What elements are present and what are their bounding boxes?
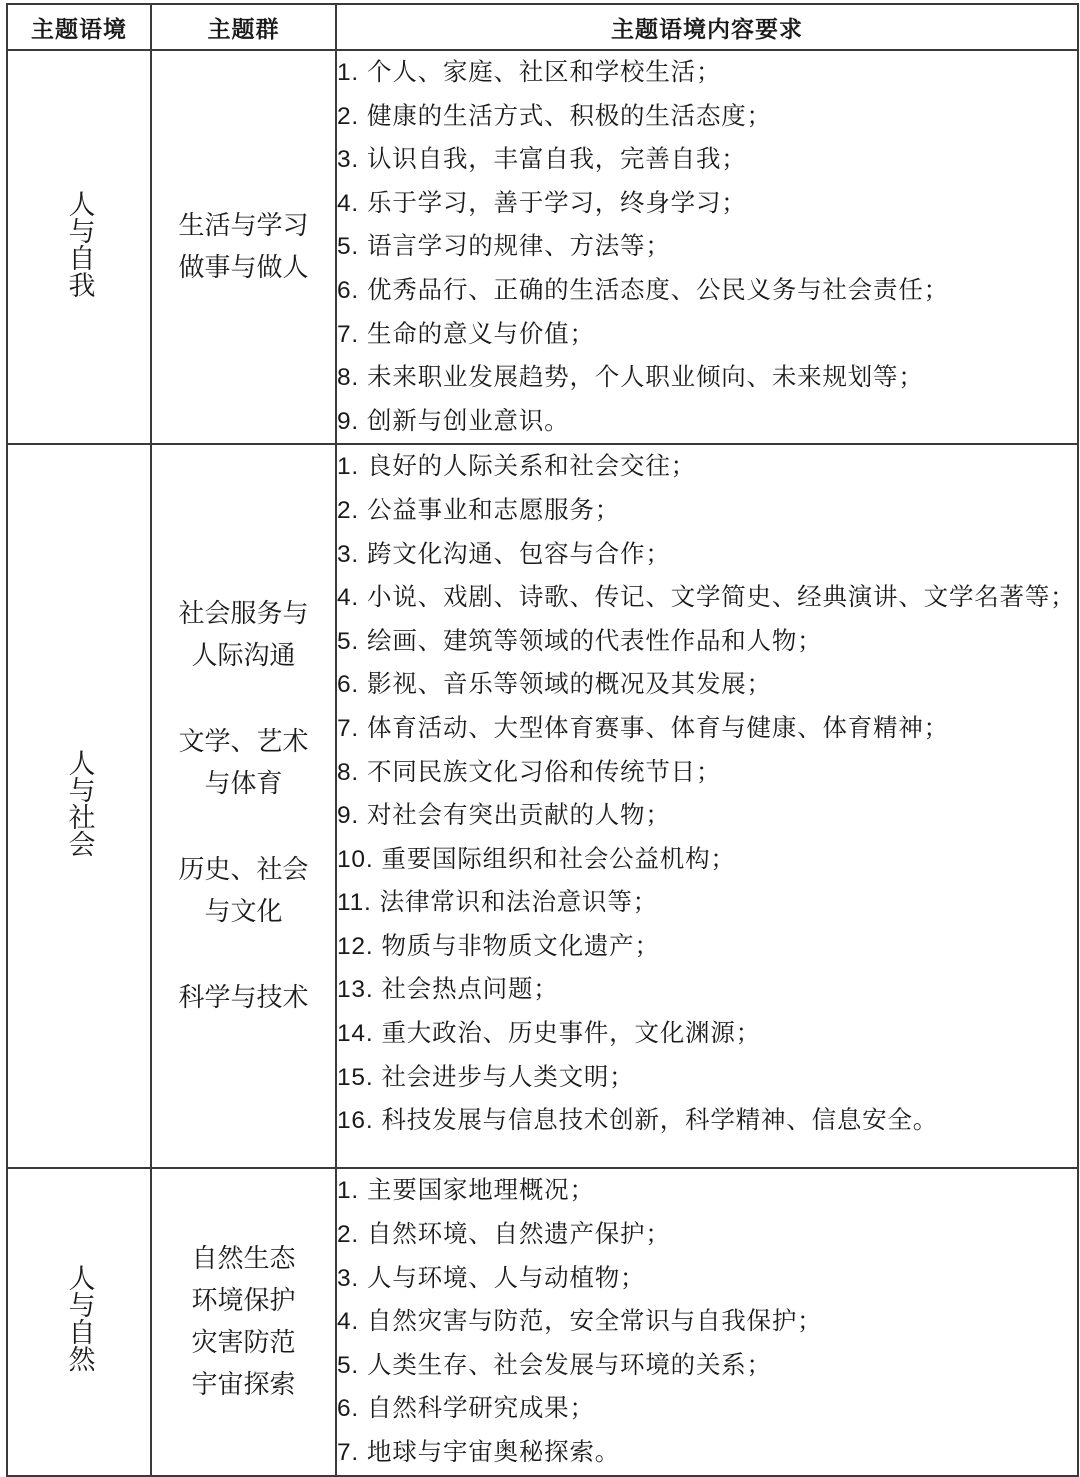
item-text: 绘画、建筑等领域的代表性作品和人物；: [367, 625, 823, 655]
group-label: 环境保护: [191, 1285, 296, 1316]
list-item: [337, 1213, 1077, 1257]
item-number: 5.: [337, 233, 360, 261]
item-number: 15.: [337, 1063, 374, 1091]
list-item: [337, 138, 1077, 182]
item-number: 2.: [337, 1220, 360, 1248]
item-number: 5.: [337, 1351, 360, 1379]
group-label: 文学、艺术: [178, 727, 309, 758]
item-text: 个人、家庭、社区和学校生活；: [367, 57, 722, 86]
item-number: 6.: [337, 671, 360, 699]
item-text: 重要国际组织和社会公益机构；: [381, 843, 736, 873]
list-item: [337, 1169, 1077, 1213]
item-text: 物质与非物质文化遗产；: [381, 930, 660, 960]
theme-context-table: [6, 3, 1079, 1477]
item-number: 9.: [337, 407, 360, 435]
list-item: [337, 663, 1077, 707]
item-text: 健康的生活方式、积极的生活态度；: [367, 100, 772, 130]
list-item: [337, 751, 1077, 795]
item-number: 1.: [337, 59, 360, 86]
section-row: [7, 1168, 1078, 1475]
item-text: 影视、音乐等领域的概况及其发展；: [367, 669, 772, 699]
item-number: 3.: [337, 1264, 360, 1292]
list-item: [337, 1012, 1077, 1056]
item-number: 6.: [337, 1395, 360, 1423]
group-label: [152, 805, 335, 849]
section-groups: [151, 1168, 336, 1475]
context-label: 人与社会: [63, 748, 95, 857]
item-number: 1.: [337, 453, 360, 481]
item-number: 1.: [337, 1177, 360, 1205]
list-item: [337, 356, 1077, 400]
section-groups: [151, 444, 336, 1168]
context-label: 人与自然: [63, 1264, 95, 1373]
item-text: 乐于学习，善于学习，终身学习；: [367, 187, 747, 217]
group-label: [152, 677, 335, 721]
header-group: 主题群: [151, 4, 336, 50]
list-item: [337, 1257, 1077, 1301]
section-context: [7, 444, 151, 1168]
item-text: 对社会有突出贡献的人物；: [367, 800, 671, 830]
item-text: 社会进步与人类文明；: [381, 1061, 635, 1091]
item-text: 良好的人际关系和社会交往；: [367, 451, 696, 481]
list-item: [337, 95, 1077, 139]
group-label: 科学与技术: [178, 983, 309, 1014]
list-item: [337, 182, 1077, 226]
item-number: 11.: [337, 889, 372, 917]
item-text: 主要国家地理概况；: [367, 1175, 595, 1205]
item-number: 2.: [337, 496, 360, 524]
group-label: 人际沟通: [191, 641, 296, 672]
group-label: 与文化: [204, 897, 283, 928]
item-text: 公益事业和志愿服务；: [367, 494, 621, 524]
section-items: [336, 50, 1078, 444]
group-label: 社会服务与: [178, 599, 309, 630]
header-row: [7, 4, 1078, 50]
item-number: 6.: [337, 276, 360, 304]
item-number: 4.: [337, 1308, 360, 1336]
item-text: 跨文化沟通、包容与合作；: [367, 538, 671, 568]
item-text: 自然科学研究成果；: [367, 1393, 595, 1423]
section-row: [7, 50, 1078, 444]
section-context: [7, 1168, 151, 1475]
item-text: 自然环境、自然遗产保护；: [367, 1218, 671, 1248]
list-item: [337, 1387, 1077, 1431]
item-number: 7.: [337, 320, 360, 348]
item-text: 自然灾害与防范，安全常识与自我保护；: [367, 1306, 823, 1336]
list-item: [337, 51, 1077, 95]
item-number: 10.: [337, 845, 374, 873]
context-label: 人与自我: [63, 189, 95, 298]
group-label: 生活与学习: [178, 211, 309, 242]
item-text: 认识自我，丰富自我，完善自我；: [367, 144, 747, 174]
list-item: [337, 533, 1077, 577]
list-item: [337, 1300, 1077, 1344]
item-text: 生命的意义与价值；: [367, 318, 595, 348]
item-number: 14.: [337, 1020, 374, 1048]
list-item: [337, 1431, 1077, 1475]
list-item: [337, 225, 1077, 269]
item-number: 2.: [337, 102, 360, 130]
list-item: [337, 400, 1077, 444]
list-item: [337, 794, 1077, 838]
list-item: [337, 838, 1077, 882]
list-item: [337, 1056, 1077, 1100]
item-text: 重大政治、历史事件，文化渊源；: [381, 1018, 761, 1048]
section-row: [7, 444, 1078, 1168]
item-text: 优秀品行、正确的生活态度、公民义务与社会责任；: [367, 274, 949, 304]
item-text: 法律常识和法治意识等；: [379, 887, 658, 917]
item-text: 人类生存、社会发展与环境的关系；: [367, 1349, 772, 1379]
header-context: 主题语境: [7, 4, 151, 50]
item-text: 人与环境、人与动植物；: [367, 1262, 646, 1292]
list-item: [337, 1344, 1077, 1388]
list-item: [337, 707, 1077, 751]
item-number: 9.: [337, 802, 360, 830]
list-item: [337, 925, 1077, 969]
item-number: 8.: [337, 364, 360, 392]
group-label: 与体育: [204, 769, 283, 800]
item-number: 7.: [337, 714, 360, 742]
item-text: 不同民族文化习俗和传统节日；: [367, 756, 722, 786]
group-label: 灾害防范: [191, 1327, 296, 1358]
item-number: 3.: [337, 540, 360, 568]
list-item: [337, 269, 1077, 313]
item-number: 4.: [337, 584, 360, 612]
list-item: [337, 489, 1077, 533]
item-number: 3.: [337, 146, 360, 174]
list-item: [337, 881, 1077, 925]
item-text: 语言学习的规律、方法等；: [367, 231, 671, 261]
item-text: 创新与创业意识。: [367, 405, 570, 435]
item-text: 社会热点问题；: [381, 974, 559, 1004]
section-items: [336, 1168, 1078, 1475]
list-item: [337, 620, 1077, 664]
item-text: 体育活动、大型体育赛事、体育与健康、体育精神；: [367, 712, 949, 742]
item-text: 科技发展与信息技术创新，科学精神、信息安全。: [381, 1105, 939, 1135]
group-label: [152, 933, 335, 977]
item-number: 16.: [337, 1107, 374, 1135]
item-text: 地球与宇宙奥秘探索。: [367, 1436, 621, 1466]
item-number: 8.: [337, 758, 360, 786]
item-number: 13.: [337, 976, 374, 1004]
item-number: 5.: [337, 627, 360, 655]
item-text: 未来职业发展趋势，个人职业倾向、未来规划等；: [367, 362, 924, 392]
item-number: 12.: [337, 932, 374, 960]
section-items: [336, 444, 1078, 1168]
section-groups: [151, 50, 336, 444]
list-item: [337, 445, 1077, 489]
item-text: 小说、戏剧、诗歌、传记、文学简史、经典演讲、文学名著等；: [367, 582, 1076, 612]
list-item: [337, 576, 1077, 620]
group-label: 宇宙探索: [191, 1369, 296, 1400]
list-item: [337, 968, 1077, 1012]
list-item: [337, 1099, 1077, 1143]
section-context: [7, 50, 151, 444]
header-requirements: 主题语境内容要求: [336, 4, 1078, 50]
group-label: 历史、社会: [178, 855, 309, 886]
item-number: 4.: [337, 189, 360, 217]
item-number: 7.: [337, 1438, 360, 1466]
group-label: 做事与做人: [178, 253, 309, 284]
group-label: 自然生态: [191, 1243, 296, 1274]
list-item: [337, 313, 1077, 357]
